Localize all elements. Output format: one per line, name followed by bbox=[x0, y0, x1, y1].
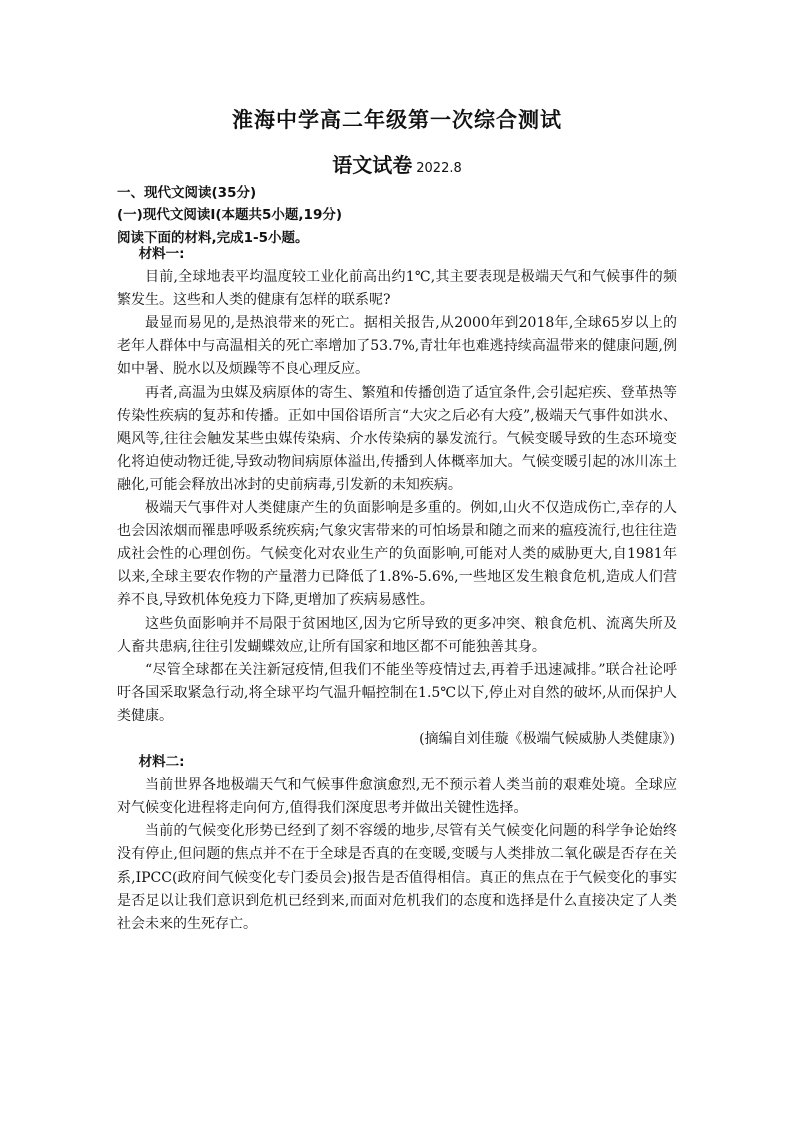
material-one-paragraph: 极端天气事件对人类健康产生的负面影响是多重的。例如,山火不仅造成伤亡,幸存的人也会因浓烟而罹患呼吸系统疾病;气象灾害带来的可怕场景和随之而来的瘟疫流行,也往往造成社会性的心理创伤。气候变化对农业生产的负面影响,可能对人类的威胁更大,自1981年以来,全球主要农作物的产量潜力已降低了1.8%-5.6%,一些地区发生粮食危机,造成人们营养不良,导致机体免疫力下降,更增加了疾病易感性。 bbox=[117, 500, 677, 609]
section-heading: 一、现代文阅读(35分) bbox=[117, 185, 257, 201]
material-two-label: 材料二: bbox=[138, 754, 185, 771]
material-one-label: 材料一: bbox=[138, 246, 185, 262]
material-two-paragraph: 当前的气候变化形势已经到了刻不容缓的地步,尽管有关气候变化问题的科学争论始终没有停止,但问题的焦点并不在于全球是否真的在变暖,变暖与人类排放二氧化碳是否存在关系,IPCC(政府间气候变化专门委员会)报告是否值得相信。真正的焦点在于气候变化的事实是否足以让我们意识到危机已经到来,而面对危机我们的态度和选择是什么直接决定了人类社会未来的生死存亡。 bbox=[117, 823, 677, 932]
exam-subtitle bbox=[0, 149, 794, 178]
exam-date: 2022.8 bbox=[416, 161, 462, 176]
material-one-paragraph: 目前,全球地表平均温度较工业化前高出约1℃,其主要表现是极端天气和气候事件的频繁发生。这些和人类的健康有怎样的联系呢? bbox=[117, 269, 677, 309]
material-one-source: (摘编自刘佳璇《极端气候威胁人类健康》) bbox=[419, 730, 675, 747]
part-heading: (一)现代文阅读Ⅰ(本题共5小题,19分) bbox=[117, 207, 343, 223]
material-one-paragraph: 这些负面影响并不局限于贫困地区,因为它所导致的更多冲突、粮食危机、流离失所及人畜共患病,往往引发蝴蝶效应,让所有国家和地区都不可能独善其身。 bbox=[117, 615, 677, 655]
material-one-paragraph: “尽管全球都在关注新冠疫情,但我们不能坐等疫情过去,再着手迅速减排。”联合社论呼吁各国采取紧急行动,将全球平均气温升幅控制在1.5℃以下,停止对自然的破坏,从而保护人类健康。 bbox=[117, 661, 677, 724]
instruction: 阅读下面的材料,完成1-5小题。 bbox=[117, 230, 309, 246]
material-one-paragraph: 最显而易见的,是热浪带来的死亡。据相关报告,从2000年到2018年,全球65岁以上的老年人群体中与高温相关的死亡率增加了53.7%,青壮年也难逃持续高温带来的健康问题,例如中暑、脱水以及烦躁等不良心理反应。 bbox=[117, 315, 677, 378]
reading-material bbox=[117, 243, 677, 936]
exam-title: 淮海中学高二年级第一次综合测试 bbox=[232, 108, 562, 132]
material-two-paragraph: 当前世界各地极端天气和气候事件愈演愈烈,无不预示着人类当前的艰难处境。全球应对气候变化进程将走向何方,值得我们深度思考并做出关键性选择。 bbox=[117, 777, 677, 817]
material-one-paragraph: 再者,高温为虫媒及病原体的寄生、繁殖和传播创造了适宜条件,会引起疟疾、登革热等传染性疾病的复苏和传播。正如中国俗语所言“大灾之后必有大疫”,极端天气事件如洪水、飓风等,往往会触发某些虫媒传染病、介水传染病的暴发流行。气候变暖导致的生态环境变化将迫使动物迁徙,导致动物间病原体溢出,传播到人体概率加大。气候变暖引起的冰川冻土融化,可能会释放出冰封的史前病毒,引发新的未知疾病。 bbox=[117, 384, 677, 493]
subject-label: 语文试卷 bbox=[332, 153, 413, 177]
